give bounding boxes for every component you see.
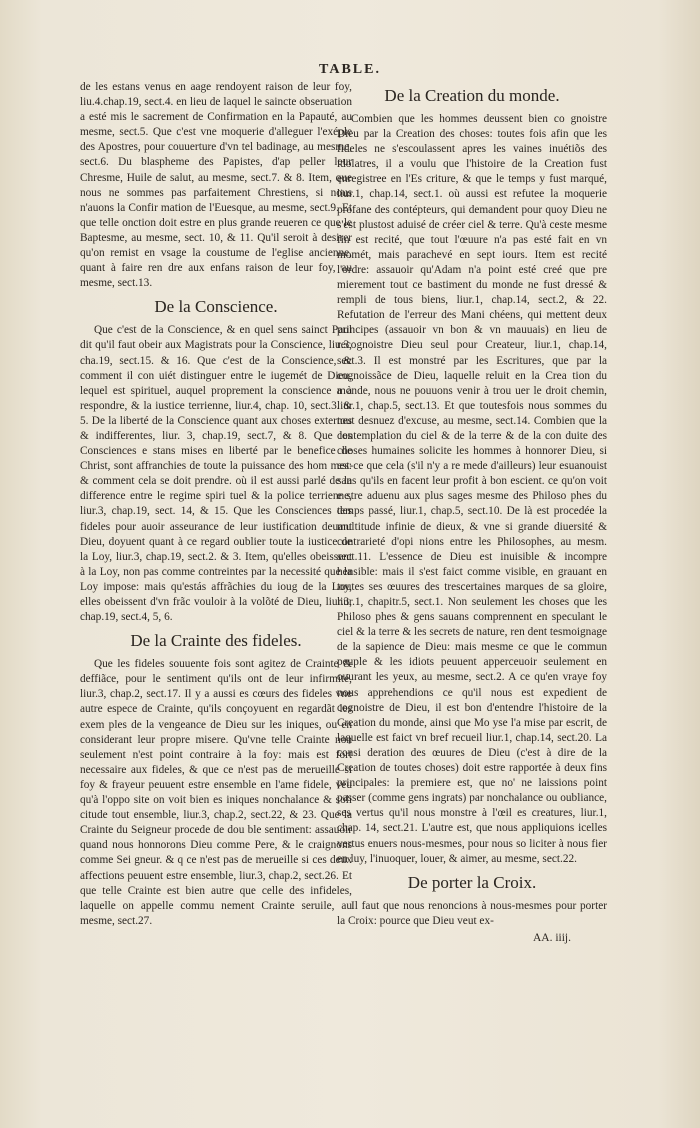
section-text-crainte: Que les fideles souuente fois sont agitez de Crainte & deffiãce, pour le sentiment qu'ils ont de leur infirmité, liur.3, chap.2, sect.17. Il y a aussi es cœurs des fideles vne autre espece de Crainte, qu'ils conçoyuent en regardãt les exem ples de la vengeance de Dieu sur les iniques, ou en considerant leur propre misere. Qu'vne telle Crainte non seulement n'est point contraire à la foy: mais est fort necessaire aux fideles, & que ce n'est pas de merueille si foy & frayeur peuuent estre ensemble en l'ame fidele, veu qu'à l'oppo site on voit bien es iniques nonchalance & soli citude tout ensemble, liur.3, chap.2, sect.22, & 23. Que la Crainte du Seigneur procede de dou ble sentiment: assauoir quand nous honnorons Dieu comme Pere, & le craignons comme Sei gneur. & q ce n'est pas de merueille si ces deux affections peuuent estre ensemble, liur.3, chap.2, sect.26. Et que telle Crainte est bien autre que celle des infideles, laquelle on appelle commu nement Crainte seruile, au mesme, sect.27. xyxy=(80,658,352,927)
signature-mark: AA. iiij. xyxy=(532,931,571,944)
section-heading-conscience: De la Conscience. xyxy=(154,297,278,317)
section-text-croix: Il faut que nous renoncions à nous-mesmes pour porter la Croix: pource que Dieu veut ex- xyxy=(337,899,607,927)
section-heading-crainte: De la Crainte des fideles. xyxy=(130,631,302,651)
intro-text: de les estans venus en aage rendoyent raison de leur foy, liu.4.chap.19, sect.4. en lieu de laquel le saincte obseruation a esté mis le sacrement de Confirmation en la Papauté, au mesme, sect.5. Que c'est vne moquerie d'alleguer l'exéple des Apostres, pour couuerture d'vn tel badinage, au mesme, sect.6. Du blaspheme des Papistes, d'ap peller leur Chresme, Huile de salut, au mesme, sect.7. & 8. Item, que nous ne sommes pas parfaitement Chrestiens, si nous n'auons la Confir mation de l'Euesque, au mesme, sect.9. Et que telle onction doit estre en plus grande reueren ce que le Baptesme, au mesme, sect. 10, & 11. Qu'il seroit à desirer qu'on remist en vsage la coustume de l'eglise ancienne, quant à faire ren dre aux enfans raison de leur foy, au mesme, sect.13. xyxy=(80,81,352,290)
section-heading-croix: De porter la Croix. xyxy=(407,872,537,892)
section-text-creation: Combien que les hommes deussent bien co gnoistre Dieu par la Creation des choses: toutes fois afin que les fideles ne s'escoulassent apres les vaines inuétiõs des idolatres, il a voulu que l'histoire de la Creation fust enregistree en l'Es criture, & que le temps y fust marqué, liur.1, chap.14, sect.1. où aussi est refutee la moquerie profane des contépteurs, qui demandent pour quoy Dieu ne s'est plustost aduisé de créer ciel & terre. Qu'à ceste mesme fin est recité, que tout l'œuure n'a pas esté fait en vn momét, mais parachevé en sept iours. Item est recité l'ordre: assauoir qu'Adam n'a point esté creé que pre mierement tout ce bastiment du monde ne fust dressé & rempli de tous biens, liur.1, chap.14, sect.2, & 22. Refutation de l'erreur des Mani chéens, qui mettent deux principes (assauoir vn bon & vn mauuais) en lieu de recognoistre Dieu seul pour Createur, liur.1, chap.14, sect.3. Il est monstré par les Escritures, que par la cognoissãce de Dieu, laquelle reluit en la Crea tion du monde, nous ne pouuons venir à trou uer le droit chemin, liur.1, chap.5, sect.13. Et que toutesfois nous sommes du tout desnuez d'excuse, au mesme, sect.14. Combien que la contemplation du ciel & de la terre & de la con duite des choses humaines solicite les hommes à honnorer Dieu, si est-ce que cela (s'il n'y a re mede d'ailleurs) leur esuanouist sans qu'ils en facent leur profit à bon escient. ce qu'on voit e stre aduenu aux plus sages mesme des Philoso phes du temps passé, liur.1, chap.5, sect.10. De là est procedée la multitude infinie de dieux, & vne si grande diuersité & contrarieté d'opi nions entre les Philosophes, au mesm. sect.11. L'essence de Dieu est inuisible & incompre hensible: mais il s'est faict comme visible, en grauant en toutes ses œuures des trescertaines marques de sa gloire, liur.1, chapitr.5, sect.1. Non seulement les choses que les Philoso phes & gens sauans comprennent en speculant le ciel & la terre & les secrets de nature, ren dent tesmoignage de la sapience de Dieu: mais mesme ce que le commun peuple & les idiots peuuent apperceuoir seulement en ouurant les yeux, au mesme, sect.2. A ce qu'en vraye foy nous apprehendions ce qu'il nous est expedient de cognoistre de Dieu, il est bon d'entendre l'histoire de la Creation du monde, ainsi que Mo yse l'a mise par escrit, de laquelle est faict vn bref recueil liur.1, chap.14, sect.20. La consi deration des œuures de Dieu (c'est à dire de la Creation de toutes choses) doit estre rapportée à deux fins principales: la premiere est, que no' ne laissions point passer (comme gens ingrats) par nonchalance ou oubliance, ses vertus qu'il nous monstre à l'œil es creatures, liur.1, chap. 14, sect.21. L'autre est, que nous appliquions icelles vertus enuers nous-mesmes, pour nous so liciter à nous fier en luy, l'inuoquer, louer, & aimer, au mesme, sect.22. xyxy=(337,113,607,865)
section-text-conscience: Que c'est de la Conscience, & en quel sens sainct Paul dit qu'il faut obeir aux Magistrats pour la Conscience, liu.3, cha.19, sect.15. & 16. Que c'est de la Conscience, & comment il con uiét distinguer entre le iugemét de Dieu, lequel est spirituel, auquel proprement la conscience a à respondre, & la iustice terrienne, liur.4, chap. 10, sect.3. & 5. De la liberté de la Conscience quant aux choses externes & indifferentes, liur. 3, chap.19, sect.7, & 8. Que les Consciences e stans mises en liberté par le benefice de Christ, sont affranchies de toute la puissance des hom mes: & comment cela se doit prendre. où il est aussi parlé de la difference entre le regime spiri tuel & la police terrienne, liur.3, chap.19, sect. 14, & 15. Que les Consciences des fideles pour auoir asseurance de leur iustification deuant Dieu, doyuent quant à ce regard oublier toute la iustice de la Loy, liur.3, chap.19, sect.2. & 3. Item, qu'elles obeissent à la Loy, non pas comme contreintes par la necessité que la Loy impose: mais qu'estás affrãchies du ioug de la Loy, elles obeissent d'vn frãc vouloir à la volõté de Dieu, liur.3, chap.19, sect.4, 5, 6. xyxy=(80,324,352,624)
left-column xyxy=(80,80,352,929)
running-head: TABLE. xyxy=(319,62,381,77)
section-heading-creation: De la Creation du monde. xyxy=(384,86,560,105)
right-column xyxy=(337,80,607,946)
